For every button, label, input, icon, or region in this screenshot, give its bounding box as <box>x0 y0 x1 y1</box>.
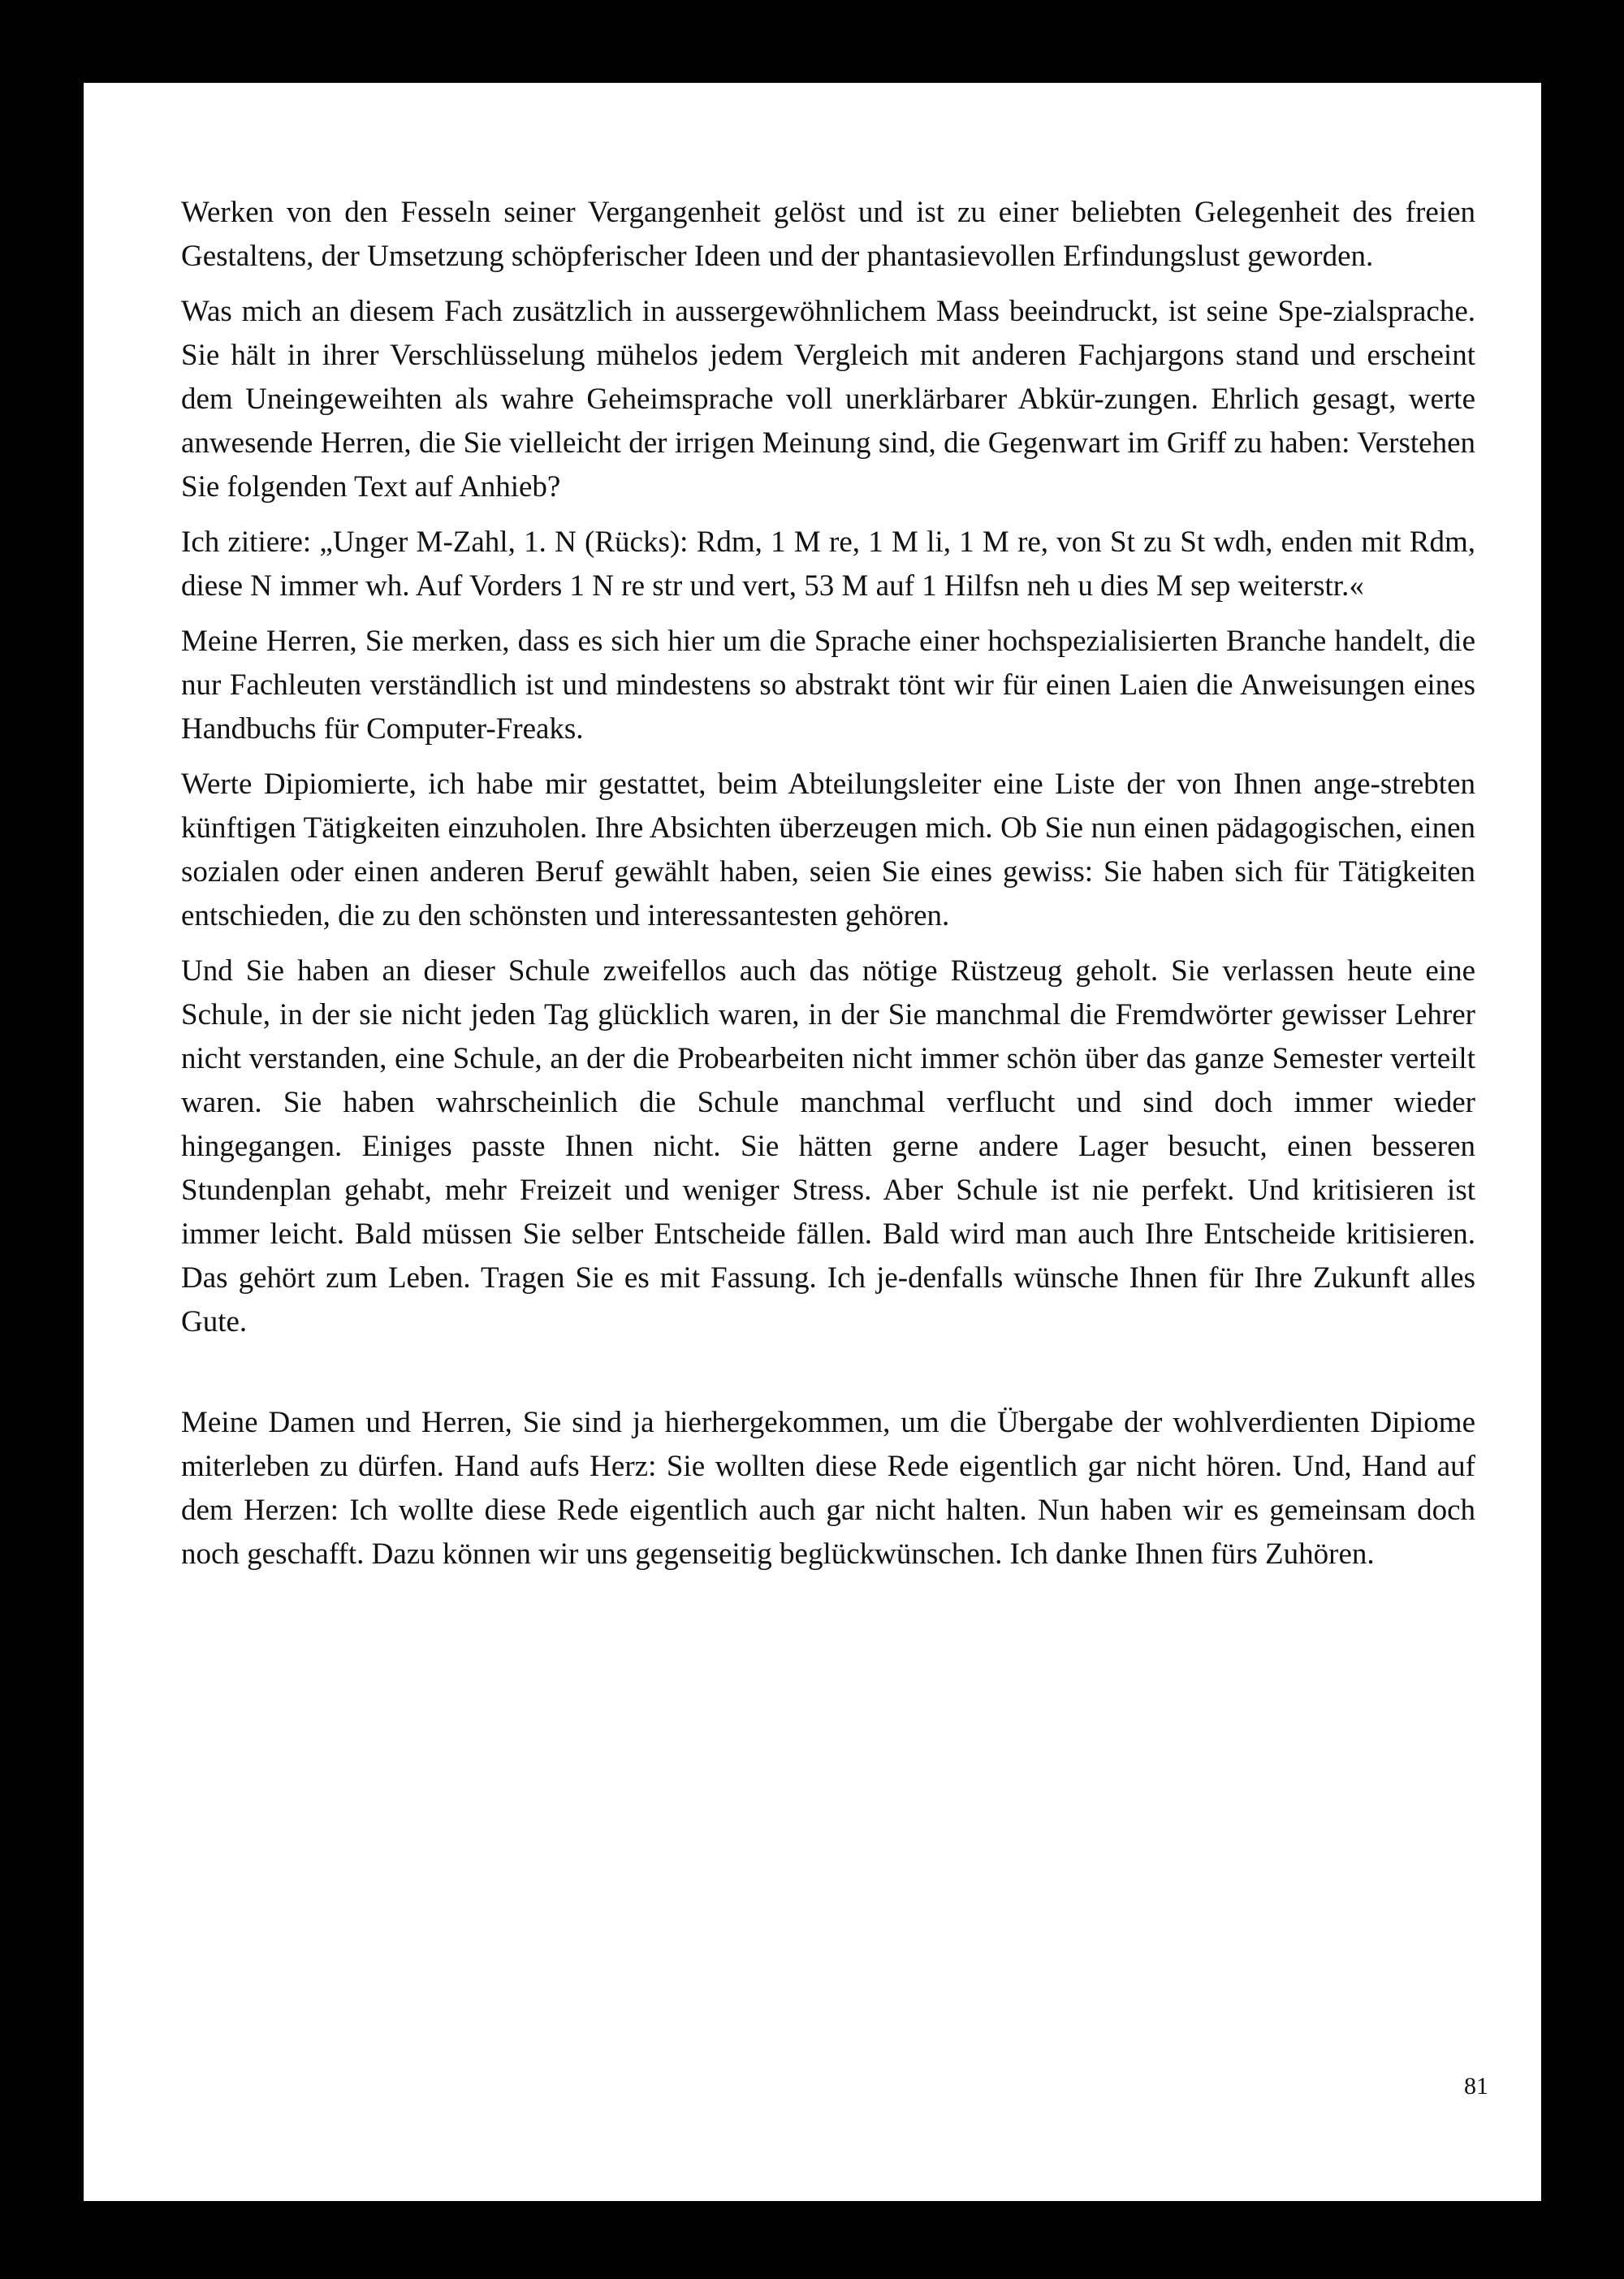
paragraph: Meine Herren, Sie merken, dass es sich hier um die Sprache einer hochspezialisierten Branche handelt, die nur Fachleuten verständlich ist und mindestens so abstrakt tönt wir für einen Laien die Anweisungen eines Handbuchs für Computer-Freaks. <box>181 625 1475 746</box>
paragraph: Werte Dipiomierte, ich habe mir gestattet, beim Abteilungsleiter eine Liste der von Ihnen ange-strebten künftigen Tätigkeiten einzuholen. Ihre Absichten überzeugen mich. Ob Sie nun einen pädagogischen, einen sozialen oder einen anderen Beruf gewählt haben, seien Sie eines gewiss: Sie haben sich für Tätigkeiten entschieden, die zu den schönsten und interessantesten gehören. <box>181 768 1475 932</box>
paragraph: Meine Damen und Herren, Sie sind ja hierhergekommen, um die Übergabe der wohlverdienten Dipiome miterleben zu dürfen. Hand aufs Herz: Sie wollten diese Rede eigentlich gar nicht hören. Und, Hand auf dem Herzen: Ich wollte diese Rede eigentlich auch gar nicht halten. Nun haben wir es gemeinsam doch noch geschafft. Dazu können wir uns gegenseitig beglückwünschen. Ich danke Ihnen fürs Zuhören. <box>181 1406 1475 1571</box>
paragraph: Werken von den Fesseln seiner Vergangenheit gelöst und ist zu einer beliebten Gelegenheit des freien Gestaltens, der Umsetzung schöpferischer Ideen und der phantasievollen Erfindungslust geworden. <box>181 196 1475 273</box>
paragraph: Und Sie haben an dieser Schule zweifellos auch das nötige Rüstzeug geholt. Sie verlassen heute eine Schule, in der sie nicht jeden Tag glücklich waren, in der Sie manchmal die Fremdwörter gewisser Lehrer nicht verstanden, eine Schule, an der die Probearbeiten nicht immer schön über das ganze Semester verteilt waren. Sie haben wahrscheinlich die Schule manchmal verflucht und sind doch immer wieder hingegangen. Einiges passte Ihnen nicht. Sie hätten gerne andere Lager besucht, einen besseren Stundenplan gehabt, mehr Freizeit und weniger Stress. Aber Schule ist nie perfekt. Und kritisieren ist immer leicht. Bald müssen Sie selber Entscheide fällen. Bald wird man auch Ihre Entscheide kritisieren. Das gehört zum Leben. Tragen Sie es mit Fassung. Ich je-denfalls wünsche Ihnen für Ihre Zukunft alles Gute. <box>181 954 1475 1338</box>
body-text <box>181 191 1475 1588</box>
paragraph: Ich zitiere: „Unger M-Zahl, 1. N (Rücks): Rdm, 1 M re, 1 M li, 1 M re, von St zu St wdh, enden mit Rdm, diese N immer wh. Auf Vorders 1 N re str und vert, 53 M auf 1 Hilfsn neh u dies M sep weiterstr.« <box>181 525 1475 603</box>
document-page <box>84 83 1541 2201</box>
paragraph: Was mich an diesem Fach zusätzlich in aussergewöhnlichem Mass beeindruckt, ist seine Spe-zialsprache. Sie hält in ihrer Verschlüsselung mühelos jedem Vergleich mit anderen Fachjargons stand und erscheint dem Uneingeweihten als wahre Geheimsprache voll unerklärbarer Abkür-zungen. Ehrlich gesagt, werte anwesende Herren, die Sie vielleicht der irrigen Meinung sind, die Gegenwart im Griff zu haben: Verstehen Sie folgenden Text auf Anhieb? <box>181 295 1475 504</box>
page-number: 81 <box>1464 2073 1488 2100</box>
